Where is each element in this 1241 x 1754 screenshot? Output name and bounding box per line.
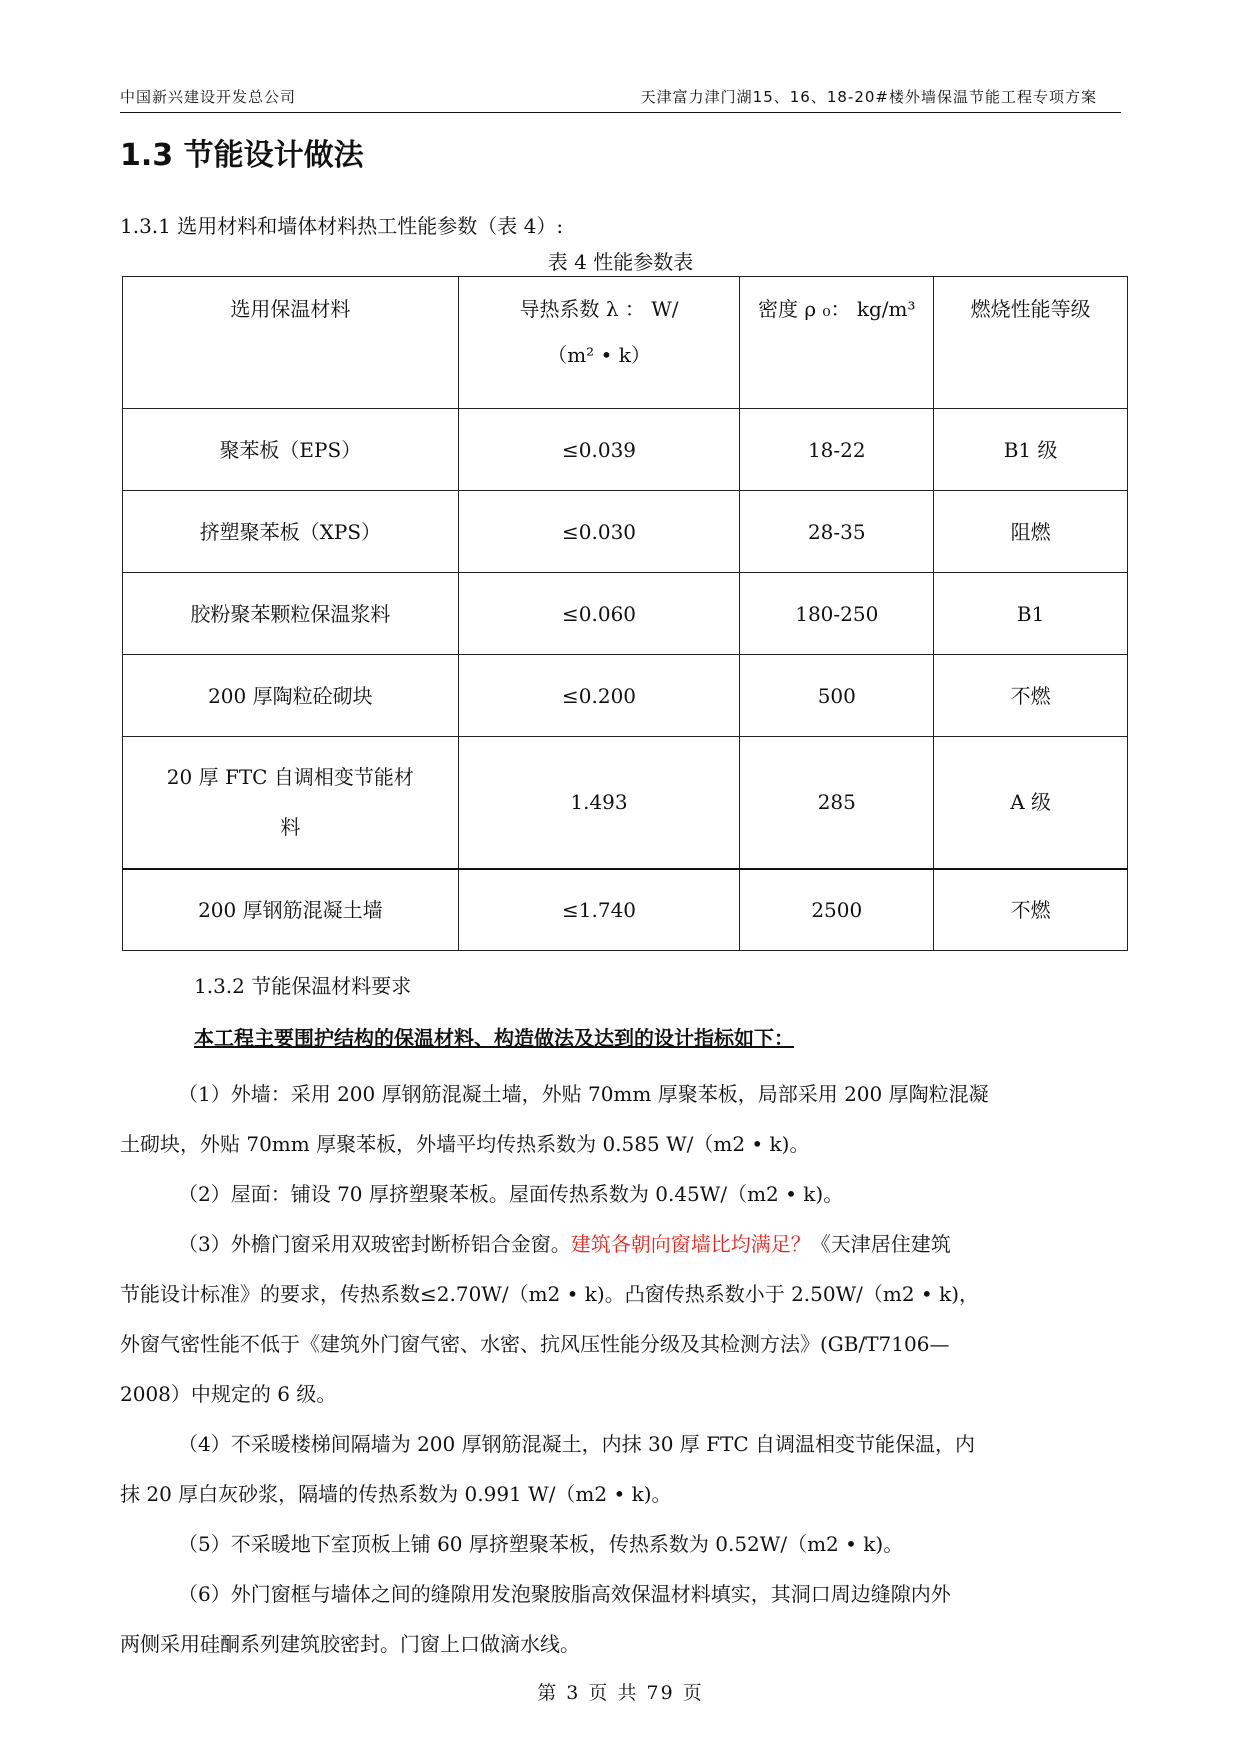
cell-conductivity: ≤0.200 [458, 655, 740, 737]
paragraph-2: （2）屋面：铺设 70 厚挤塑聚苯板。屋面传热系数为 0.45W/（m2 • k)。 [178, 1182, 844, 1206]
cell-material: 20 厚 FTC 自调相变节能材 料 [123, 737, 459, 869]
header-project-title: 天津富力津门湖15、16、18-20#楼外墙保温节能工程专项方案 [640, 88, 1097, 106]
paragraph-5: （5）不采暖地下室顶板上铺 60 厚挤塑聚苯板，传热系数为 0.52W/（m2 • k)。 [178, 1532, 904, 1556]
paragraph-1-line-2: 土砌块，外贴 70mm 厚聚苯板，外墙平均传热系数为 0.585 W/（m2 • k)。 [120, 1132, 810, 1156]
paragraph-1-line-1: （1）外墙：采用 200 厚钢筋混凝土墙，外贴 70mm 厚聚苯板，局部采用 200 厚陶粒混凝 [178, 1082, 989, 1106]
cell-conductivity: ≤0.060 [458, 573, 740, 655]
subsection-1-3-1: 1.3.1 选用材料和墙体材料热工性能参数（表 4）: [120, 214, 564, 238]
subsection-1-3-2: 1.3.2 节能保温材料要求 [194, 974, 412, 998]
header-material: 选用保温材料 [123, 277, 459, 409]
cell-conductivity: ≤1.740 [458, 869, 740, 951]
cell-conductivity: ≤0.030 [458, 491, 740, 573]
cell-density: 18-22 [740, 409, 934, 491]
page-footer: 第 3 页 共 79 页 [537, 1682, 704, 1704]
table-row [123, 491, 1128, 573]
header-company: 中国新兴建设开发总公司 [120, 88, 297, 106]
header-conductivity: 导热系数 λ ： W/ （m² • k） [458, 277, 740, 409]
cell-density: 180-250 [740, 573, 934, 655]
cell-conductivity: ≤0.039 [458, 409, 740, 491]
cell-material: 200 厚陶粒砼砌块 [123, 655, 459, 737]
cell-material: 胶粉聚苯颗粒保温浆料 [123, 573, 459, 655]
paragraph-3-line-3: 外窗气密性能不低于《建筑外门窗气密、水密、抗风压性能分级及其检测方法》(GB/T7106— [120, 1332, 950, 1356]
cell-fire-rating: 不燃 [934, 869, 1128, 951]
paragraph-4-line-1: （4）不采暖楼梯间隔墙为 200 厚钢筋混凝土，内抹 30 厚 FTC 自调温相变节能保温，内 [178, 1432, 976, 1456]
cell-density: 28-35 [740, 491, 934, 573]
table-row [123, 573, 1128, 655]
underlined-heading: 本工程主要围护结构的保温材料、构造做法及达到的设计指标如下： [194, 1026, 794, 1050]
header-rule [120, 112, 1121, 113]
section-title: 1.3 节能设计做法 [120, 138, 364, 173]
paragraph-6-line-2: 两侧采用硅酮系列建筑胶密封。门窗上口做滴水线。 [120, 1632, 580, 1656]
table-caption: 表 4 性能参数表 [547, 250, 694, 274]
table-row [123, 737, 1128, 869]
cell-material: 挤塑聚苯板（XPS） [123, 491, 459, 573]
paragraph-6-line-1: （6）外门窗框与墙体之间的缝隙用发泡聚胺脂高效保温材料填实，其洞口周边缝隙内外 [178, 1582, 951, 1606]
paragraph-4-line-2: 抹 20 厚白灰砂浆，隔墙的传热系数为 0.991 W/（m2 • k)。 [120, 1482, 672, 1506]
cell-fire-rating: 阻燃 [934, 491, 1128, 573]
header-fire-rating: 燃烧性能等级 [934, 277, 1128, 409]
cell-density: 2500 [740, 869, 934, 951]
cell-conductivity: 1.493 [458, 737, 740, 869]
table-header-row [123, 277, 1128, 409]
table-row [123, 409, 1128, 491]
paragraph-3-line-1: （3）外檐门窗采用双玻密封断桥铝合金窗。建筑各朝向窗墙比均满足？《天津居住建筑 [178, 1232, 951, 1256]
cell-fire-rating: B1 [934, 573, 1128, 655]
paragraph-3-line-4: 2008）中规定的 6 级。 [120, 1382, 337, 1406]
highlighted-question: 建筑各朝向窗墙比均满足？ [570, 1232, 811, 1256]
cell-material: 聚苯板（EPS） [123, 409, 459, 491]
table-row [123, 869, 1128, 951]
cell-density: 285 [740, 737, 934, 869]
header-density: 密度 ρ ₀： kg/m³ [740, 277, 934, 409]
cell-material: 200 厚钢筋混凝土墙 [123, 869, 459, 951]
paragraph-3-line-2: 节能设计标准》的要求，传热系数≤2.70W/（m2 • k)。凸窗传热系数小于 2.50W/（m2 • k)， [120, 1282, 980, 1306]
table-row [123, 655, 1128, 737]
cell-fire-rating: B1 级 [934, 409, 1128, 491]
cell-density: 500 [740, 655, 934, 737]
cell-fire-rating: 不燃 [934, 655, 1128, 737]
cell-fire-rating: A 级 [934, 737, 1128, 869]
performance-table [122, 276, 1128, 951]
